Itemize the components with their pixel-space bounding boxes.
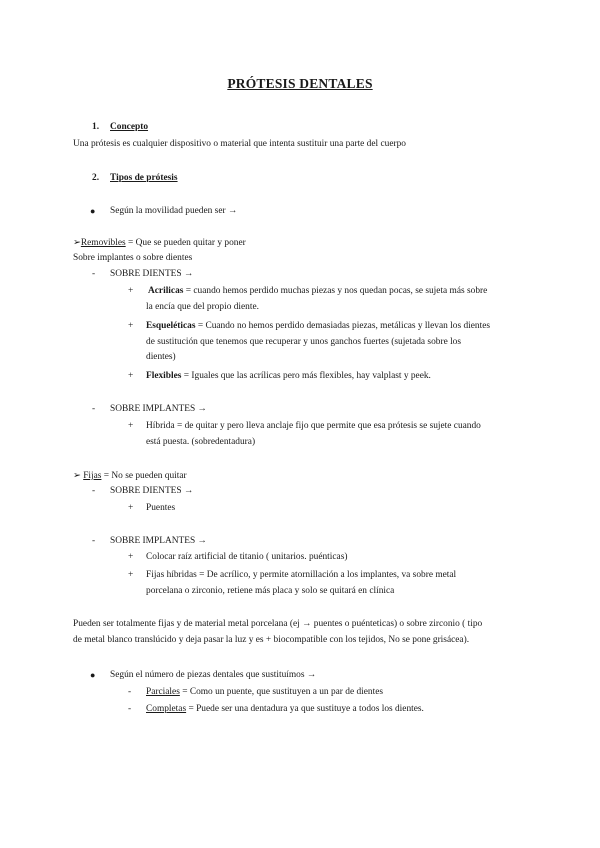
colocar-text: Colocar raíz artificial de titanio ( unitarios. puénticas) bbox=[146, 552, 348, 562]
plus-marker: + bbox=[128, 570, 134, 580]
dash-marker: - bbox=[128, 704, 132, 714]
acrilicas-term: Acrilicas bbox=[148, 286, 184, 296]
removibles-label: Removibles bbox=[80, 238, 126, 248]
removibles-line bbox=[73, 237, 246, 249]
arrow-bullet-icon: ➢ bbox=[73, 238, 81, 248]
fijas-label: Fijas bbox=[83, 471, 102, 481]
section-2-number: 2. bbox=[92, 173, 100, 183]
hibrida-line-2: está puesta. (sobredentadura) bbox=[146, 437, 256, 447]
puentes-text: Puentes bbox=[146, 503, 176, 513]
flexibles-line bbox=[146, 370, 431, 382]
fijas-sobre-implantes: SOBRE IMPLANTES → bbox=[110, 536, 207, 546]
bullet-dot-icon: ● bbox=[90, 670, 96, 680]
esqueleticas-line-3: dientes) bbox=[146, 352, 176, 362]
plus-marker: + bbox=[128, 421, 134, 431]
section-1-heading: Concepto bbox=[110, 122, 149, 132]
bullet-dot-icon: ● bbox=[90, 206, 96, 216]
parciales-term: Parciales bbox=[146, 687, 180, 697]
fijas-line bbox=[73, 470, 187, 482]
dash-marker: - bbox=[92, 486, 96, 496]
fijas-hibridas-line-1: Fijas híbridas = De acrílico, y permite atornillación a los implantes, va sobre metal bbox=[146, 570, 457, 580]
dash-marker: - bbox=[92, 404, 96, 414]
completas-term: Completas bbox=[146, 704, 187, 714]
dash-marker: - bbox=[92, 269, 96, 279]
parciales-line bbox=[146, 686, 383, 698]
flexibles-term: Flexibles bbox=[146, 371, 182, 381]
esqueleticas-line-2: de sustitución que tenemos que recuperar y unos ganchos fuertes (sujetada sobre los bbox=[146, 337, 462, 347]
page-title: PRÓTESIS DENTALES bbox=[227, 76, 373, 91]
removibles-sobre-implantes: SOBRE IMPLANTES → bbox=[110, 404, 207, 414]
plus-marker: + bbox=[128, 552, 134, 562]
removibles-subtext: Sobre implantes o sobre dientes bbox=[73, 253, 193, 263]
concepto-text: Una prótesis es cualquier dispositivo o material que intenta sustituir una parte del cuerpo bbox=[73, 139, 406, 149]
dash-marker: - bbox=[92, 536, 96, 546]
movilidad-text: Según la movilidad pueden ser → bbox=[110, 206, 238, 216]
removibles-sobre-dientes: SOBRE DIENTES → bbox=[110, 269, 194, 279]
acrilicas-text: = cuando hemos perdido muchas piezas y nos quedan pocas, se sujeta más sobre bbox=[183, 286, 488, 296]
numero-intro: Según el número de piezas dentales que sustituímos → bbox=[110, 670, 317, 680]
plus-marker: + bbox=[128, 503, 134, 513]
completas-line bbox=[146, 703, 424, 715]
plus-marker: + bbox=[128, 286, 134, 296]
acrilicas-line-2: la encía que del propio diente. bbox=[146, 302, 259, 312]
esqueleticas-line-1 bbox=[146, 320, 490, 332]
dash-marker: - bbox=[128, 687, 132, 697]
parciales-text: = Como un puente, que sustituyen a un par de dientes bbox=[179, 687, 384, 697]
flexibles-text: = Iguales que las acrílicas pero más flexibles, hay valplast y peek. bbox=[181, 371, 431, 381]
plus-marker: + bbox=[128, 321, 134, 331]
hibrida-line-1: Híbrida = de quitar y pero lleva anclaje fijo que permite que esa prótesis se sujete cuando bbox=[146, 421, 481, 431]
esqueleticas-term: Esqueléticas bbox=[146, 321, 196, 331]
section-1-number: 1. bbox=[92, 122, 100, 132]
arrow-bullet-icon: ➢ bbox=[73, 471, 81, 481]
fijas-sobre-dientes: SOBRE DIENTES → bbox=[110, 486, 194, 496]
paragraph-line-1: Pueden ser totalmente fijas y de material metal porcelana (ej → puentes o puénteticas) o sobre zirconio ( tipo bbox=[73, 619, 483, 629]
plus-marker: + bbox=[128, 371, 134, 381]
paragraph-line-2: de metal blanco translúcido y deja pasar la luz y es + biocompatible con los tejidos, No se pone grisácea). bbox=[73, 635, 470, 645]
removibles-text: = Que se pueden quitar y poner bbox=[125, 238, 246, 248]
completas-text: = Puede ser una dentadura ya que sustituye a todos los dientes. bbox=[186, 704, 424, 714]
fijas-hibridas-line-2: porcelana o zirconio, retiene más placa y solo se quitará en clínica bbox=[146, 586, 395, 596]
esqueleticas-text: = Cuando no hemos perdido demasiadas piezas, metálicas y llevan los dientes bbox=[195, 321, 491, 331]
acrilicas-line-1 bbox=[148, 285, 487, 297]
fijas-text: = No se pueden quitar bbox=[101, 471, 187, 481]
section-2-heading: Tipos de prótesis bbox=[110, 173, 178, 183]
